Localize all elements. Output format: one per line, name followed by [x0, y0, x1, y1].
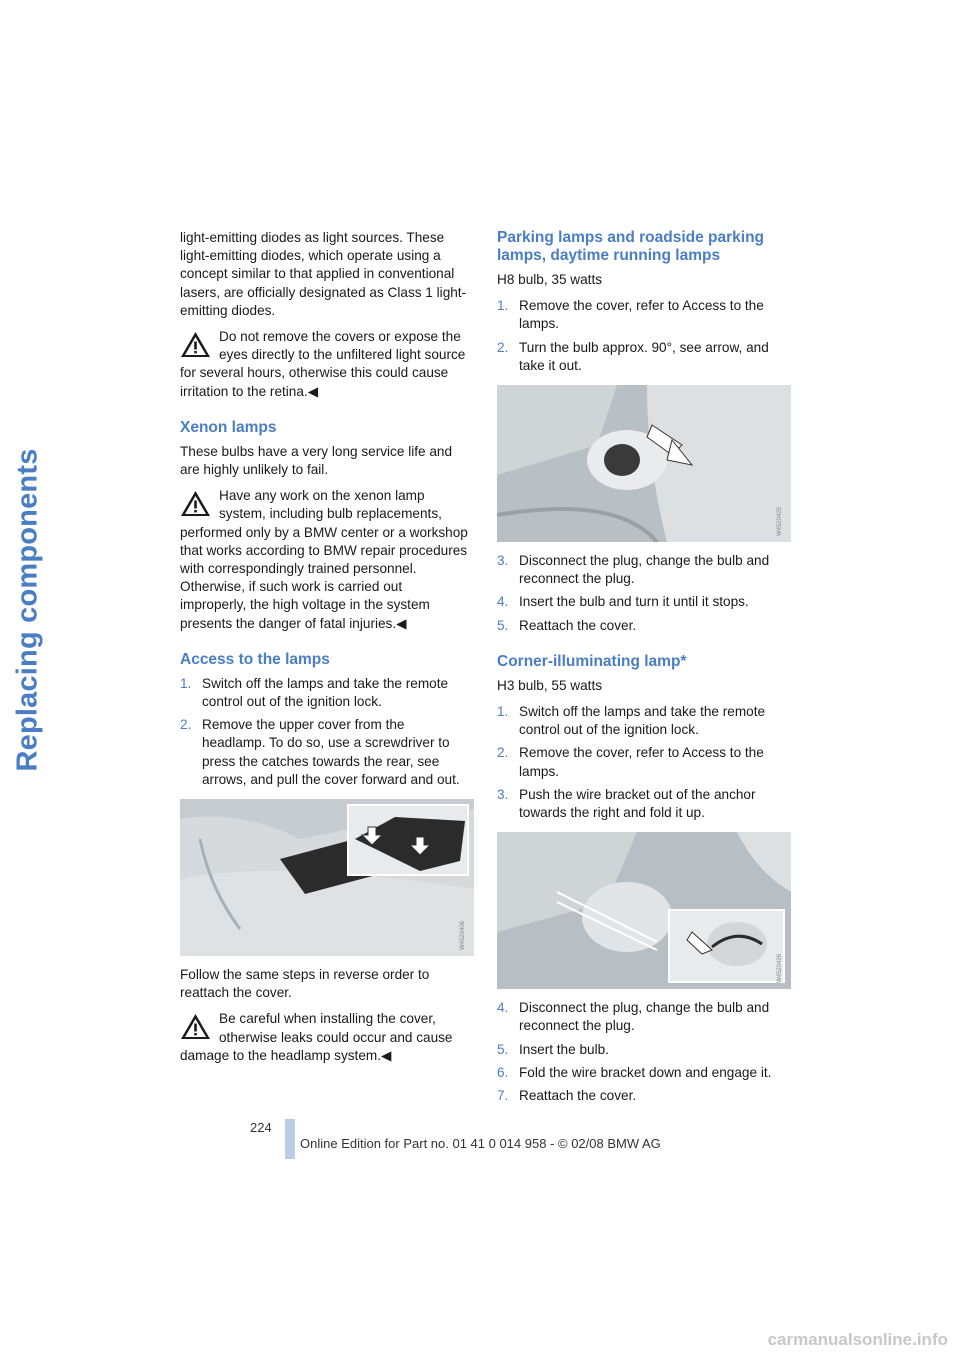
intro-paragraph: light-emitting diodes as light sources. These light-emitting diodes, which operate using a concept similar to that applied in conventional lasers, are officially designated as Class 1 light-emitting diodes. [180, 230, 467, 318]
list-item [497, 552, 787, 588]
step-text: Turn the bulb approx. 90°, see arrow, and take it out. [519, 339, 769, 373]
warning-block [180, 487, 470, 633]
list-item [497, 999, 787, 1035]
step-number: 5. [497, 617, 509, 633]
warning-text: Do not remove the covers or expose the eyes directly to the unfiltered light source for several hours, otherwise this could cause irritation to the retina.◀ [180, 329, 466, 399]
step-number: 4. [497, 1000, 509, 1016]
headlamp-cover-illustration [180, 799, 474, 956]
step-text: Reattach the cover. [519, 617, 637, 633]
side-section-title-text: Replacing components [11, 448, 44, 772]
list-item [497, 1087, 787, 1105]
list-item [497, 1064, 787, 1082]
warning-text: Be careful when installing the cover, otherwise leaks could occur and cause damage to the headlamp system.◀ [180, 1011, 453, 1063]
step-number: 1. [497, 298, 509, 314]
list-item [497, 339, 787, 375]
step-text: Insert the bulb and turn it until it stops. [519, 594, 749, 610]
step-number: 3. [497, 786, 509, 802]
step-number: 3. [497, 553, 509, 569]
list-item [497, 1041, 787, 1059]
left-column [180, 229, 470, 1073]
warning-icon [180, 490, 211, 517]
step-text: Disconnect the plug, change the bulb and reconnect the plug. [519, 1000, 770, 1034]
corner-lamp-illustration [497, 832, 791, 989]
figure-code: W4520425 [776, 506, 783, 537]
step-text: Remove the cover, refer to Access to the lamps. [519, 745, 764, 779]
reattach-paragraph: Follow the same steps in reverse order to reattach the cover. [180, 967, 430, 1001]
step-text: Remove the cover, refer to Access to the lamps. [519, 298, 764, 332]
heading-access-lamps: Access to the lamps [180, 650, 330, 668]
heading-corner-lamp: Corner-illuminating lamp* [497, 652, 687, 670]
figure-code: W4520426 [776, 954, 783, 984]
warning-block [180, 1010, 470, 1065]
list-item [497, 297, 787, 333]
warning-text: Have any work on the xenon lamp system, including bulb replacements, performed only by a BMW center or a workshop that works according to BMW repair procedures with correspondingly trained personnel. Otherwise, if such work is carried out improperly, the high voltage in the system presents the danger of fatal injuries.◀ [180, 488, 468, 631]
step-number: 4. [497, 594, 509, 610]
xenon-paragraph: These bulbs have a very long service life and are highly unlikely to fail. [180, 443, 453, 478]
step-text: Remove the upper cover from the headlamp. To do so, use a screwdriver to press the catches towards the rear, see arrows, and pull the cover forward and out. [202, 717, 460, 787]
list-item [497, 593, 787, 611]
corner-bulb-spec: H3 bulb, 55 watts [497, 677, 603, 693]
warning-block [180, 328, 470, 401]
step-text: Switch off the lamps and take the remote control out of the ignition lock. [519, 704, 766, 738]
step-number: 6. [497, 1064, 509, 1080]
step-text: Reattach the cover. [519, 1088, 637, 1104]
step-number: 2. [180, 717, 192, 733]
figure-code: W4520406 [459, 921, 466, 951]
list-item [497, 617, 787, 635]
list-item [180, 675, 470, 711]
step-number: 2. [497, 339, 509, 355]
watermark: carmanualsonline.info [767, 1330, 948, 1349]
step-text: Disconnect the plug, change the bulb and reconnect the plug. [519, 553, 770, 587]
heading-xenon-lamps: Xenon lamps [180, 418, 277, 436]
parking-bulb-spec: H8 bulb, 35 watts [497, 272, 603, 287]
list-item [180, 716, 470, 789]
step-text: Push the wire bracket out of the anchor towards the right and fold it up. [519, 786, 756, 821]
page-number: 224 [250, 1120, 272, 1135]
step-number: 7. [497, 1088, 509, 1104]
list-item [497, 786, 787, 822]
step-number: 1. [497, 704, 509, 720]
footer-edition-text: Online Edition for Part no. 01 41 0 014 958 - © 02/08 BMW AG [300, 1136, 661, 1151]
step-number: 2. [497, 745, 509, 761]
list-item [497, 703, 787, 739]
warning-icon [180, 1013, 211, 1040]
step-number: 5. [497, 1041, 509, 1057]
step-text: Fold the wire bracket down and engage it. [519, 1064, 772, 1080]
step-text: Switch off the lamps and take the remote control out of the ignition lock. [202, 675, 449, 710]
right-column [497, 229, 787, 1110]
step-number: 1. [180, 675, 192, 691]
heading-parking-lamps: Parking lamps and roadside parking lamps, daytime running lamps [497, 229, 765, 264]
footer-accent-bar [285, 1119, 295, 1159]
warning-icon [180, 331, 211, 358]
parking-lamp-illustration [497, 385, 791, 542]
step-text: Insert the bulb. [519, 1041, 609, 1057]
list-item [497, 744, 787, 780]
